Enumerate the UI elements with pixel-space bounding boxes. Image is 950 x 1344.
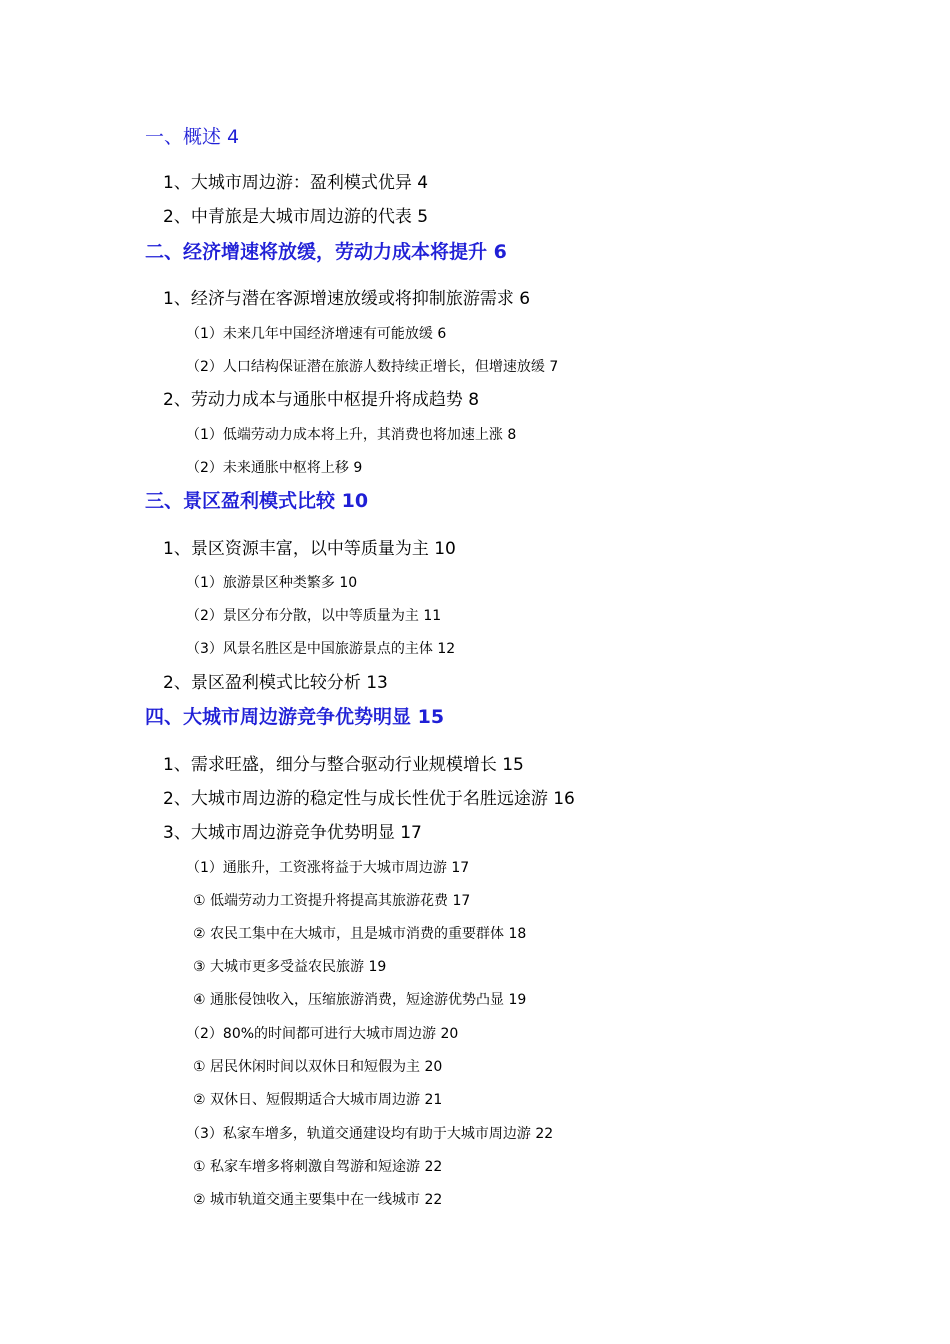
toc-item-4-1[interactable]: 1、需求旺盛，细分与整合驱动行业规模增长 15 (163, 755, 524, 775)
toc-subitem-2-2-1[interactable]: （1）低端劳动力成本将上升，其消费也将加速上涨 8 (186, 427, 517, 443)
toc-subitem-2-2-2[interactable]: （2）未来通胀中枢将上移 9 (186, 460, 363, 476)
toc-item-1-2[interactable]: 2、中青旅是大城市周边游的代表 5 (163, 207, 429, 227)
toc-point-4-3-1-3[interactable]: ③ 大城市更多受益农民旅游 19 (193, 959, 387, 975)
toc-section-1-heading[interactable]: 一、概述 4 (145, 126, 240, 148)
toc-item-4-2[interactable]: 2、大城市周边游的稳定性与成长性优于名胜远途游 16 (163, 789, 575, 809)
toc-item-1-1[interactable]: 1、大城市周边游：盈利模式优异 4 (163, 173, 429, 193)
toc-point-4-3-3-2[interactable]: ② 城市轨道交通主要集中在一线城市 22 (193, 1192, 443, 1208)
toc-subitem-4-3-1[interactable]: （1）通胀升，工资涨将益于大城市周边游 17 (186, 860, 470, 876)
toc-subitem-3-1-1[interactable]: （1）旅游景区种类繁多 10 (186, 575, 358, 591)
toc-section-4-heading[interactable]: 四、大城市周边游竞争优势明显 15 (145, 706, 445, 728)
toc-subitem-2-1-2[interactable]: （2）人口结构保证潜在旅游人数持续正增长，但增速放缓 7 (186, 359, 559, 375)
toc-point-4-3-1-4[interactable]: ④ 通胀侵蚀收入，压缩旅游消费，短途游优势凸显 19 (193, 992, 527, 1008)
toc-section-2-heading[interactable]: 二、经济增速将放缓，劳动力成本将提升 6 (145, 241, 507, 263)
toc-subitem-3-1-2[interactable]: （2）景区分布分散，以中等质量为主 11 (186, 608, 442, 624)
toc-subitem-4-3-3[interactable]: （3）私家车增多，轨道交通建设均有助于大城市周边游 22 (186, 1126, 554, 1142)
toc-item-2-2[interactable]: 2、劳动力成本与通胀中枢提升将成趋势 8 (163, 390, 480, 410)
toc-point-4-3-2-2[interactable]: ② 双休日、短假期适合大城市周边游 21 (193, 1092, 443, 1108)
toc-subitem-3-1-3[interactable]: （3）风景名胜区是中国旅游景点的主体 12 (186, 641, 456, 657)
toc-subitem-2-1-1[interactable]: （1）未来几年中国经济增速有可能放缓 6 (186, 326, 447, 342)
toc-item-4-3[interactable]: 3、大城市周边游竞争优势明显 17 (163, 823, 422, 843)
toc-point-4-3-1-1[interactable]: ① 低端劳动力工资提升将提高其旅游花费 17 (193, 893, 471, 909)
toc-point-4-3-2-1[interactable]: ① 居民休闲时间以双休日和短假为主 20 (193, 1059, 443, 1075)
toc-item-3-1[interactable]: 1、景区资源丰富，以中等质量为主 10 (163, 539, 456, 559)
toc-item-2-1[interactable]: 1、经济与潜在客源增速放缓或将抑制旅游需求 6 (163, 289, 531, 309)
toc-point-4-3-3-1[interactable]: ① 私家车增多将刺激自驾游和短途游 22 (193, 1159, 443, 1175)
toc-subitem-4-3-2[interactable]: （2）80%的时间都可进行大城市周边游 20 (186, 1026, 459, 1042)
toc-section-3-heading[interactable]: 三、景区盈利模式比较 10 (145, 490, 369, 512)
toc-point-4-3-1-2[interactable]: ② 农民工集中在大城市，且是城市消费的重要群体 18 (193, 926, 527, 942)
toc-item-3-2[interactable]: 2、景区盈利模式比较分析 13 (163, 673, 388, 693)
